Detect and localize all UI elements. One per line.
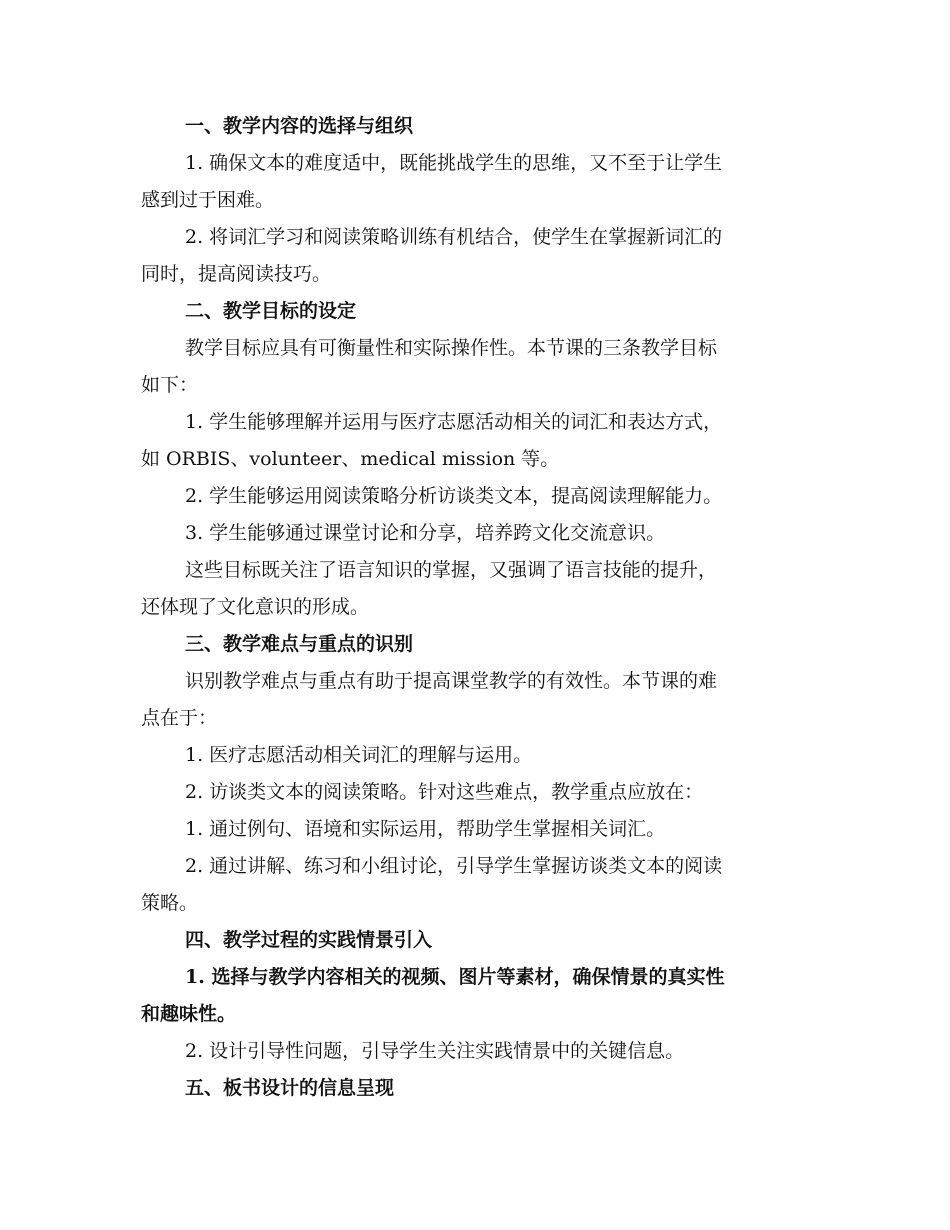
paragraph-line: 识别教学难点与重点有助于提高课堂教学的有效性。本节课的难: [185, 670, 718, 692]
list-item-line: 2. 通过讲解、练习和小组讨论，引导学生掌握访谈类文本的阅读: [185, 855, 723, 877]
document-page: [141, 108, 809, 1107]
list-item-line: 3. 学生能够通过课堂讨论和分享，培养跨文化交流意识。: [185, 522, 666, 544]
paragraph-line: 2. 将词汇学习和阅读策略训练有机结合，使学生在掌握新词汇的: [185, 226, 723, 248]
list-item-line: 2. 学生能够运用阅读策略分析访谈类文本，提高阅读理解能力。: [185, 485, 723, 507]
list-item-line: 如 ORBIS、volunteer、medical mission 等。: [141, 448, 560, 470]
list-item-line: 2. 访谈类文本的阅读策略。针对这些难点，教学重点应放在：: [185, 781, 704, 803]
list-item-line: 1. 通过例句、语境和实际运用，帮助学生掌握相关词汇。: [185, 818, 666, 840]
paragraph-line: 点在于：: [141, 707, 218, 729]
paragraph-line: 教学目标应具有可衡量性和实际操作性。本节课的三条教学目标: [185, 337, 718, 359]
paragraph-line: 如下：: [141, 374, 199, 396]
section-heading-2: 二、教学目标的设定: [185, 300, 357, 322]
paragraph-line: 还体现了文化意识的形成。: [141, 596, 370, 618]
paragraph-line: 同时，提高阅读技巧。: [141, 263, 332, 285]
paragraph-line: 1. 确保文本的难度适中，既能挑战学生的思维，又不至于让学生: [185, 152, 723, 174]
list-item-line: 1. 选择与教学内容相关的视频、图片等素材，确保情景的真实性: [185, 966, 725, 988]
section-heading-4: 四、教学过程的实践情景引入: [185, 929, 433, 951]
list-item-line: 和趣味性。: [141, 1003, 237, 1025]
paragraph-line: 感到过于困难。: [141, 189, 275, 211]
section-heading-1: 一、教学内容的选择与组织: [185, 115, 414, 137]
section-heading-5: 五、板书设计的信息呈现: [185, 1077, 395, 1099]
list-item-line: 2. 设计引导性问题，引导学生关注实践情景中的关键信息。: [185, 1040, 685, 1062]
list-item-line: 1. 学生能够理解并运用与医疗志愿活动相关的词汇和表达方式，: [185, 411, 723, 433]
paragraph-line: 这些目标既关注了语言知识的掌握，又强调了语言技能的提升，: [185, 559, 718, 581]
list-item-line: 1. 医疗志愿活动相关词汇的理解与运用。: [185, 744, 533, 766]
section-heading-3: 三、教学难点与重点的识别: [185, 633, 414, 655]
list-item-line: 策略。: [141, 892, 199, 914]
